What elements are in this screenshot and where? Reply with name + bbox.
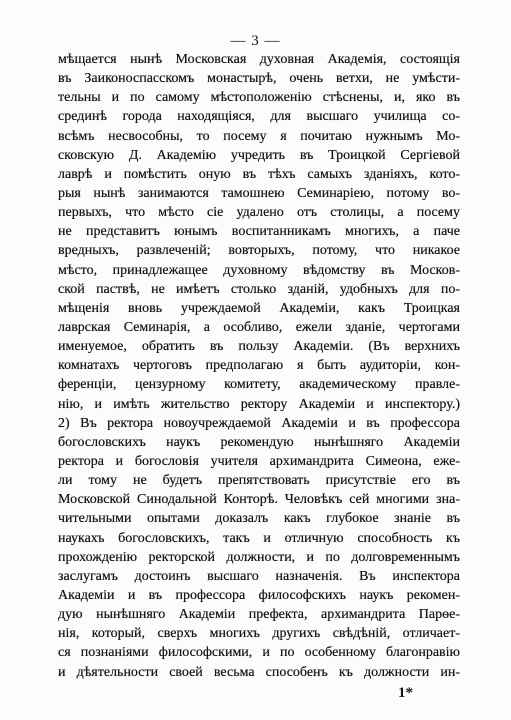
- page-number-header: — 3 —: [230, 33, 281, 49]
- text-line: заслугамъ достоинъ высшаго назначенія. Въ инспектора: [58, 568, 460, 584]
- text-line: вредныхъ, развлеченій; вовторыхъ, потому, что никакое: [58, 243, 460, 259]
- text-line: рыя нынѣ занимаются тамошнею Семинаріею, потому во-: [58, 185, 460, 201]
- text-line: первыхъ, что мѣсто сіе удалено отъ столицы, а посему: [58, 205, 460, 221]
- text-line: наукахъ богословскихъ, такъ и отличную способность къ: [58, 530, 460, 546]
- text-line: ли тому не будетъ препятствовать присутствіе его въ: [58, 473, 460, 489]
- text-line: чительными опытами доказалъ какъ глубокое знаніе въ: [58, 511, 460, 527]
- text-line: сковскую Д. Академію учредить въ Троицкой Сергіевой: [58, 147, 460, 163]
- text-line: лаврская Семинарія, а особливо, ежели зданіе, чертогами: [58, 319, 460, 335]
- text-line: нію, и имѣть жительство ректору Академіи и инспектору.): [58, 396, 460, 412]
- text-line: ференціи, цензурному комитету, академическому правле-: [58, 377, 460, 393]
- text-line: именуемое, обратить въ пользу Академіи. (Въ верхнихъ: [58, 339, 460, 355]
- text-line: срединѣ города находящіяся, для высшаго училища со-: [58, 109, 460, 125]
- text-line: дую нынѣшняго Академіи префекта, архимандрита Парѳе-: [58, 607, 460, 623]
- text-line: мѣщается нынѣ Московская духовная Академія, состоящія: [58, 52, 460, 67]
- text-line: нія, который, сверхъ многихъ другихъ свѣдѣній, отличает-: [58, 626, 460, 642]
- text-line: 2) Въ ректора новоучреждаемой Академіи и въ профессора: [58, 415, 460, 431]
- text-line: и дѣятельности своей весьма способенъ къ должности ин-: [58, 664, 460, 680]
- text-line: ся познаніями философскими, и по особенному благонравію: [58, 645, 460, 661]
- text-line: мѣщенія вновь учреждаемой Академіи, какъ Троицкая: [58, 300, 460, 316]
- text-line: не представитъ юнымъ воспитанникамъ многихъ, а паче: [58, 224, 460, 240]
- text-line: всѣмъ несвособны, то посему я почитаю нужнымъ Мо-: [58, 128, 460, 144]
- text-line: ректора и богословія учителя архимандрита Симеона, еже-: [58, 453, 460, 469]
- text-line: прохожденію ректорской должности, и по долговременнымъ: [58, 549, 460, 565]
- text-line: Академіи и въ профессора философскихъ наукъ рекомен-: [58, 587, 460, 603]
- text-line: мѣсто, принадлежащее духовному вѣдомству въ Москов-: [58, 262, 460, 278]
- text-line: Московской Синодальной Конторѣ. Человѣкъ сей многими зна-: [58, 492, 460, 508]
- text-line: лаврѣ и помѣстить оную въ тѣхъ самыхъ зданіяхъ, кото-: [58, 166, 460, 182]
- text-line: ской паствѣ, не имѣетъ столько зданій, удобныхъ для по-: [58, 281, 460, 297]
- printer-signature-mark: 1*: [398, 685, 413, 701]
- text-line: тельны и по самому мѣстоположенію стѣснены, и, яко въ: [58, 90, 460, 106]
- body-text: [58, 50, 460, 682]
- text-line: комнатахъ чертоговъ предполагаю я быть аудиторіи, кон-: [58, 358, 460, 374]
- text-line: въ Заиконоспасскомъ монастырѣ, очень ветхи, не умѣсти-: [58, 71, 460, 87]
- text-line: богословскихъ наукъ рекомендую нынѣшняго Академіи: [58, 434, 460, 450]
